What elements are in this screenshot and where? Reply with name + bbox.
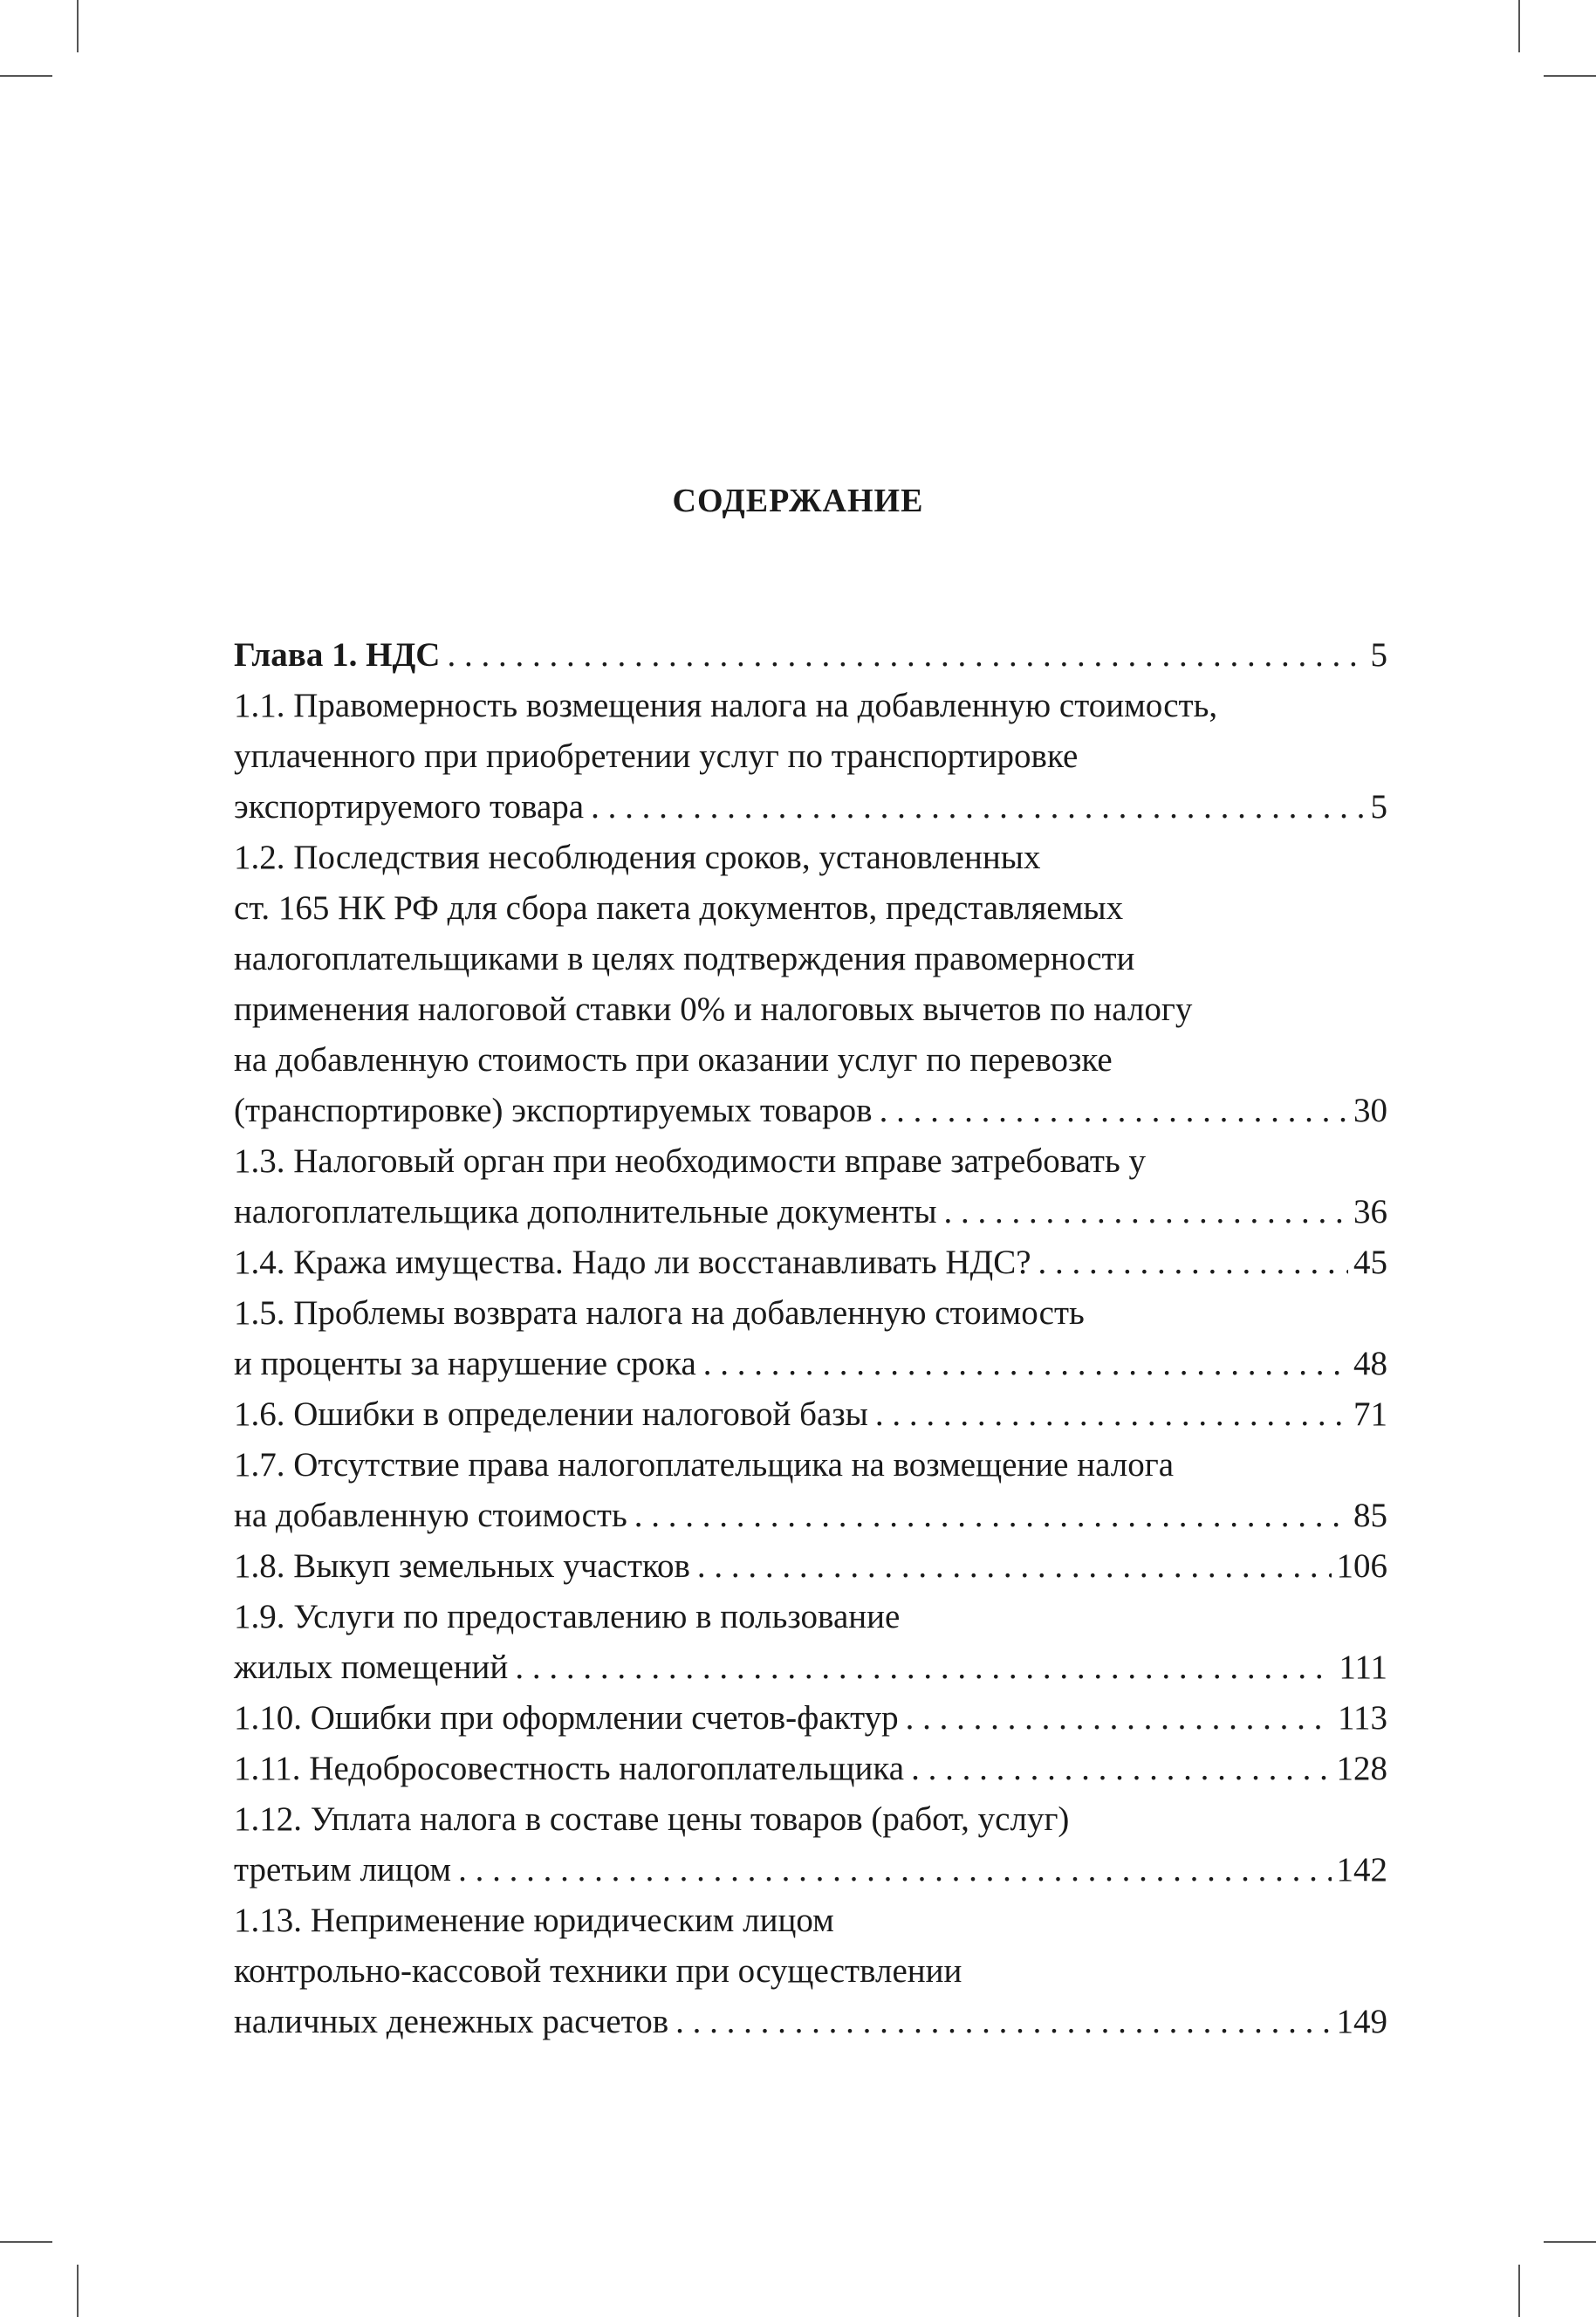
toc-leader-dots: [634, 1491, 1348, 1541]
toc-line: [234, 1035, 1387, 1086]
toc-entry-text: 1.1. Правомерность возмещения налога на добавленную стоимость,: [234, 687, 1218, 724]
toc-page-number: 45: [1353, 1244, 1387, 1281]
toc-page-number: 48: [1353, 1345, 1387, 1382]
toc-entry-text: ст. 165 НК РФ для сбора пакета документов, представляемых: [234, 889, 1124, 927]
toc-leader-dots: [458, 1845, 1331, 1895]
toc-line: [234, 1946, 1387, 1997]
toc-entry-text: Глава 1. НДС: [234, 636, 441, 674]
toc-page-number: 5: [1370, 636, 1387, 674]
crop-mark-top-right-h: [1544, 75, 1596, 77]
toc-line: [234, 1794, 1387, 1845]
toc-leader-dots: [515, 1642, 1333, 1693]
toc-leader-dots: [591, 782, 1365, 833]
crop-mark-top-left-h: [0, 75, 52, 77]
toc-line: [234, 1136, 1387, 1187]
toc-entry-text: жилых помещений: [234, 1649, 509, 1686]
toc-leader-dots: [911, 1744, 1331, 1794]
toc-line: [234, 1389, 1387, 1440]
crop-mark-top-left: [77, 0, 79, 52]
crop-mark-bottom-left-h: [0, 2241, 52, 2243]
toc-line: [234, 1895, 1387, 1946]
toc-leader-dots: [944, 1187, 1348, 1237]
toc-line: [234, 833, 1387, 883]
toc-entry-text: 1.6. Ошибки в определении налоговой базы: [234, 1395, 868, 1433]
toc-entry-text: наличных денежных расчетов: [234, 2003, 669, 2040]
toc-entry-text: 1.12. Уплата налога в составе цены товаров (работ, услуг): [234, 1800, 1070, 1838]
toc-line: [234, 1187, 1387, 1237]
toc-entry-text: 1.4. Кража имущества. Надо ли восстанавливать НДС?: [234, 1244, 1031, 1281]
toc-line: [234, 1339, 1387, 1389]
toc-entry-text: применения налоговой ставки 0% и налоговых вычетов по налогу: [234, 991, 1193, 1028]
toc-page-number: 111: [1339, 1649, 1387, 1686]
toc-page-number: 113: [1337, 1699, 1387, 1737]
toc-line: [234, 1744, 1387, 1794]
toc-leader-dots: [703, 1339, 1348, 1389]
crop-mark-bottom-right-h: [1544, 2241, 1596, 2243]
toc-line: [234, 1491, 1387, 1541]
toc-line: [234, 1845, 1387, 1895]
table-of-contents: [234, 630, 1387, 2047]
toc-leader-dots: [447, 630, 1365, 681]
toc-page-number: 36: [1353, 1193, 1387, 1230]
toc-entry-text: 1.3. Налоговый орган при необходимости вправе затребовать у: [234, 1142, 1146, 1180]
toc-line: [234, 1592, 1387, 1642]
toc-page-number: 128: [1336, 1750, 1387, 1787]
toc-entry-text: уплаченного при приобретении услуг по транспортировке: [234, 737, 1079, 775]
toc-entry-text: 1.5. Проблемы возврата налога на добавленную стоимость: [234, 1294, 1085, 1332]
toc-line: [234, 1288, 1387, 1339]
toc-entry-text: 1.11. Недобросовестность налогоплательщика: [234, 1750, 905, 1787]
toc-page-number: 30: [1353, 1092, 1387, 1129]
toc-line: [234, 1642, 1387, 1693]
toc-entry-text: налогоплательщиками в целях подтверждения правомерности: [234, 940, 1135, 977]
toc-leader-dots: [675, 1997, 1331, 2047]
page-title: СОДЕРЖАНИЕ: [672, 483, 924, 519]
toc-leader-dots: [880, 1086, 1348, 1136]
crop-mark-bottom-left: [77, 2265, 79, 2317]
toc-entry-text: 1.13. Неприменение юридическим лицом: [234, 1902, 834, 1939]
toc-leader-dots: [1038, 1237, 1348, 1288]
toc-entry-text: 1.7. Отсутствие права налогоплательщика на возмещение налога: [234, 1446, 1175, 1484]
toc-entry-text: 1.8. Выкуп земельных участков: [234, 1547, 690, 1585]
toc-page-number: 5: [1370, 788, 1387, 826]
toc-entry-text: 1.10. Ошибки при оформлении счетов-фактур: [234, 1699, 899, 1737]
toc-line: [234, 681, 1387, 731]
toc-entry-text: и проценты за нарушение срока: [234, 1345, 696, 1382]
toc-entry-text: экспортируемого товара: [234, 788, 585, 826]
toc-entry-text: (транспортировке) экспортируемых товаров: [234, 1092, 873, 1129]
toc-page-number: 149: [1336, 2003, 1387, 2040]
toc-line: [234, 883, 1387, 934]
crop-mark-top-right: [1518, 0, 1520, 52]
toc-entry-text: налогоплательщика дополнительные документы: [234, 1193, 937, 1230]
toc-line: [234, 1440, 1387, 1491]
toc-line: [234, 1086, 1387, 1136]
toc-line: [234, 630, 1387, 681]
toc-entry-text: третьим лицом: [234, 1851, 452, 1889]
toc-entry-text: на добавленную стоимость при оказании услуг по перевозке: [234, 1041, 1113, 1079]
toc-line: [234, 1541, 1387, 1592]
toc-line: [234, 782, 1387, 833]
toc-line: [234, 934, 1387, 984]
toc-entry-text: 1.2. Последствия несоблюдения сроков, установленных: [234, 839, 1041, 876]
toc-page-number: 71: [1353, 1395, 1387, 1433]
toc-entry-text: на добавленную стоимость: [234, 1497, 627, 1534]
toc-line: [234, 984, 1387, 1035]
toc-page-number: 85: [1353, 1497, 1387, 1534]
toc-page-number: 106: [1336, 1547, 1387, 1585]
toc-entry-text: контрольно-кассовой техники при осуществлении: [234, 1952, 962, 1990]
toc-entry-text: 1.9. Услуги по предоставлению в пользование: [234, 1598, 901, 1635]
toc-page-number: 142: [1336, 1851, 1387, 1889]
toc-line: [234, 1693, 1387, 1744]
toc-leader-dots: [697, 1541, 1332, 1592]
toc-line: [234, 1237, 1387, 1288]
toc-leader-dots: [906, 1693, 1332, 1744]
toc-line: [234, 731, 1387, 782]
toc-leader-dots: [875, 1389, 1348, 1440]
crop-mark-bottom-right: [1518, 2265, 1520, 2317]
toc-line: [234, 1997, 1387, 2047]
